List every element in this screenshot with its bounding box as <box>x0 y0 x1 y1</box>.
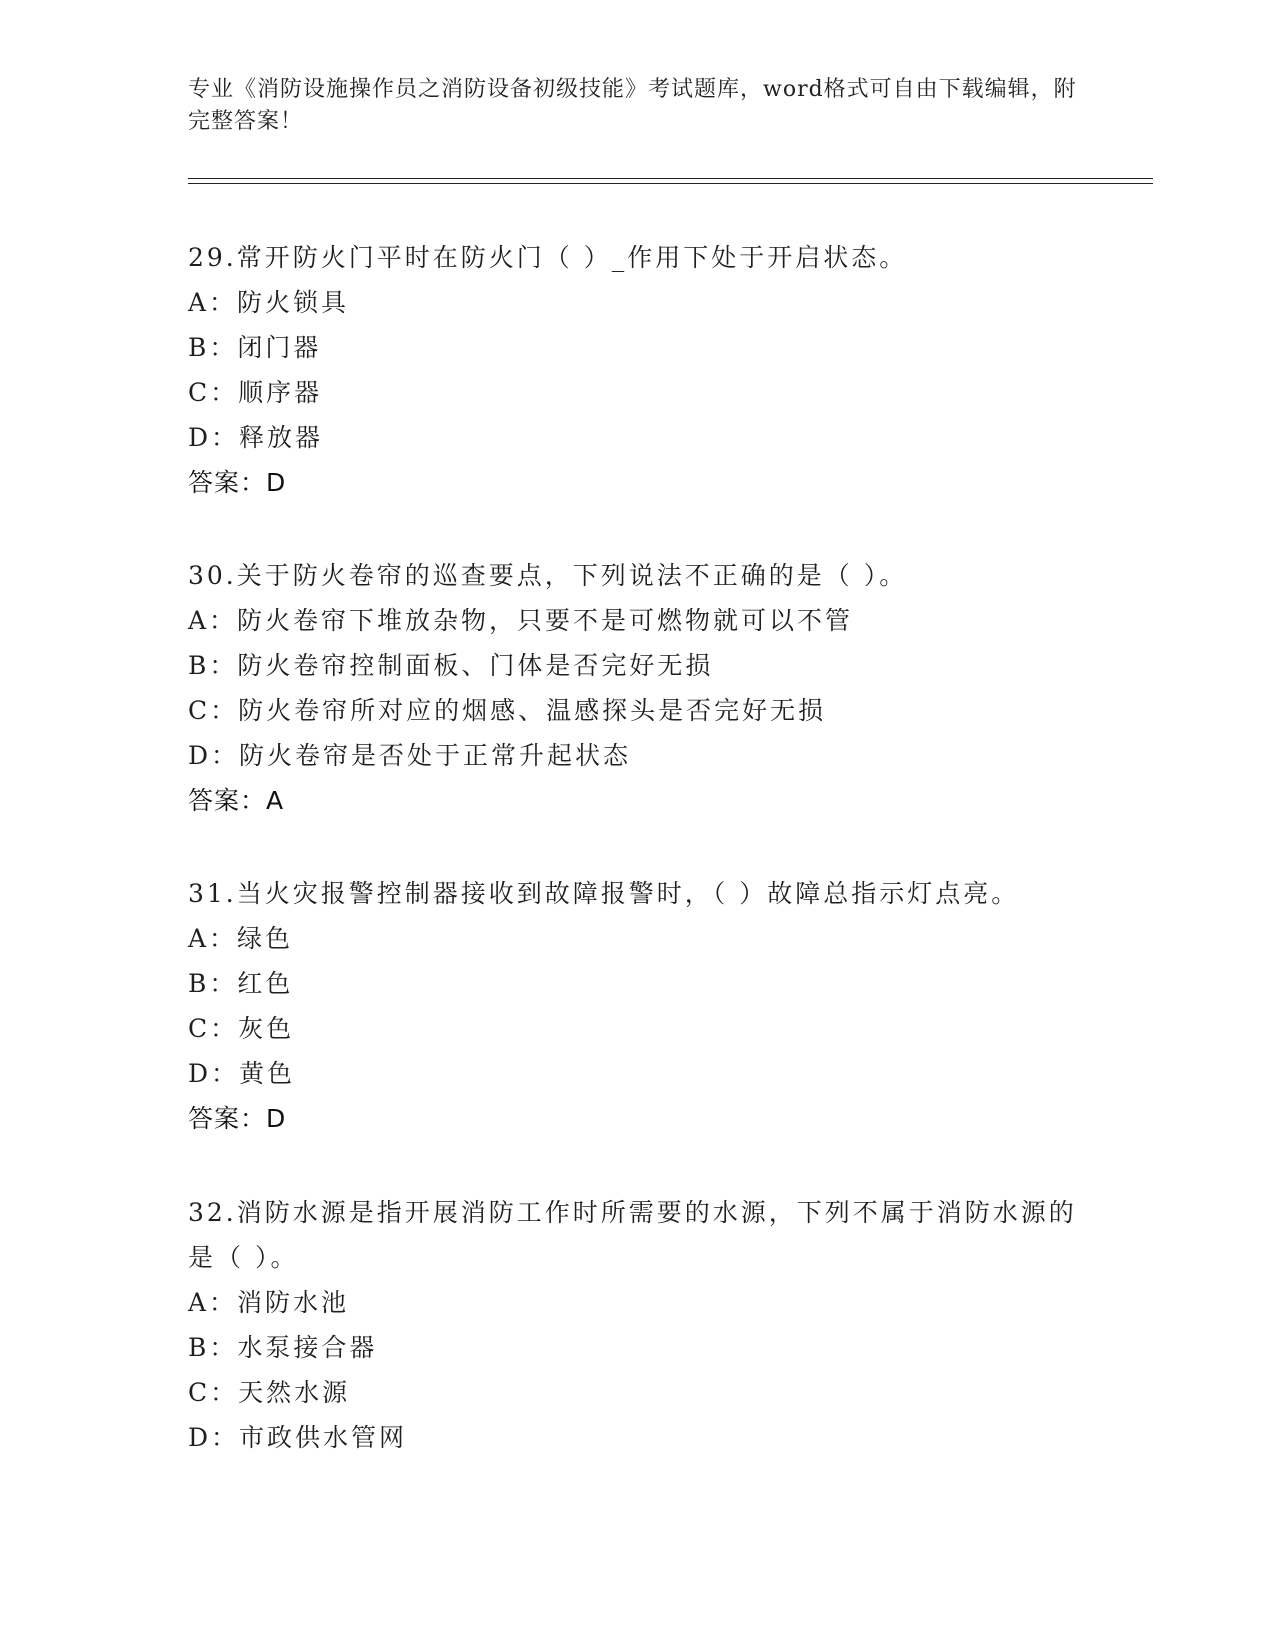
document-intro: 专业《消防设施操作员之消防设备初级技能》考试题库，word格式可自由下载编辑，附完整答案！ <box>188 77 1077 134</box>
option-b: B：防火卷帘控制面板、门体是否完好无损 <box>188 651 714 680</box>
option-d: D：防火卷帘是否处于正常升起状态 <box>188 741 632 770</box>
question-stem: 32.消防水源是指开展消防工作时所需要的水源，下列不属于消防水源的是（ ）。 <box>188 1198 1077 1272</box>
question-31 <box>188 871 1088 1141</box>
option-b: B：闭门器 <box>188 333 322 362</box>
option-b: B：水泵接合器 <box>188 1333 378 1362</box>
option-c: C：灰色 <box>188 1014 295 1043</box>
option-d: D：释放器 <box>188 423 324 452</box>
answer-line: 答案：D <box>188 1104 287 1133</box>
option-a: A：防火锁具 <box>188 288 350 317</box>
question-32 <box>188 1190 1088 1460</box>
option-d: D：市政供水管网 <box>188 1423 408 1452</box>
option-a: A：防火卷帘下堆放杂物，只要不是可燃物就可以不管 <box>188 606 854 635</box>
option-c: C：天然水源 <box>188 1378 351 1407</box>
option-c: C：顺序器 <box>188 378 323 407</box>
question-stem: 29.常开防火门平时在防火门（ ）_作用下处于开启状态。 <box>188 243 908 272</box>
answer-line: 答案：D <box>188 468 287 497</box>
header-divider-top <box>188 178 1153 179</box>
question-stem: 31.当火灾报警控制器接收到故障报警时，（ ）故障总指示灯点亮。 <box>188 879 1020 908</box>
question-stem: 30.关于防火卷帘的巡查要点，下列说法不正确的是（ ）。 <box>188 561 908 590</box>
answer-line: 答案：A <box>188 786 285 815</box>
option-d: D：黄色 <box>188 1059 296 1088</box>
option-a: A：绿色 <box>188 924 294 953</box>
question-29 <box>188 235 1088 505</box>
option-a: A：消防水池 <box>188 1288 350 1317</box>
header-divider-bottom <box>188 183 1153 184</box>
option-c: C：防火卷帘所对应的烟感、温感探头是否完好无损 <box>188 696 827 725</box>
question-30 <box>188 553 1088 823</box>
option-b: B：红色 <box>188 969 294 998</box>
